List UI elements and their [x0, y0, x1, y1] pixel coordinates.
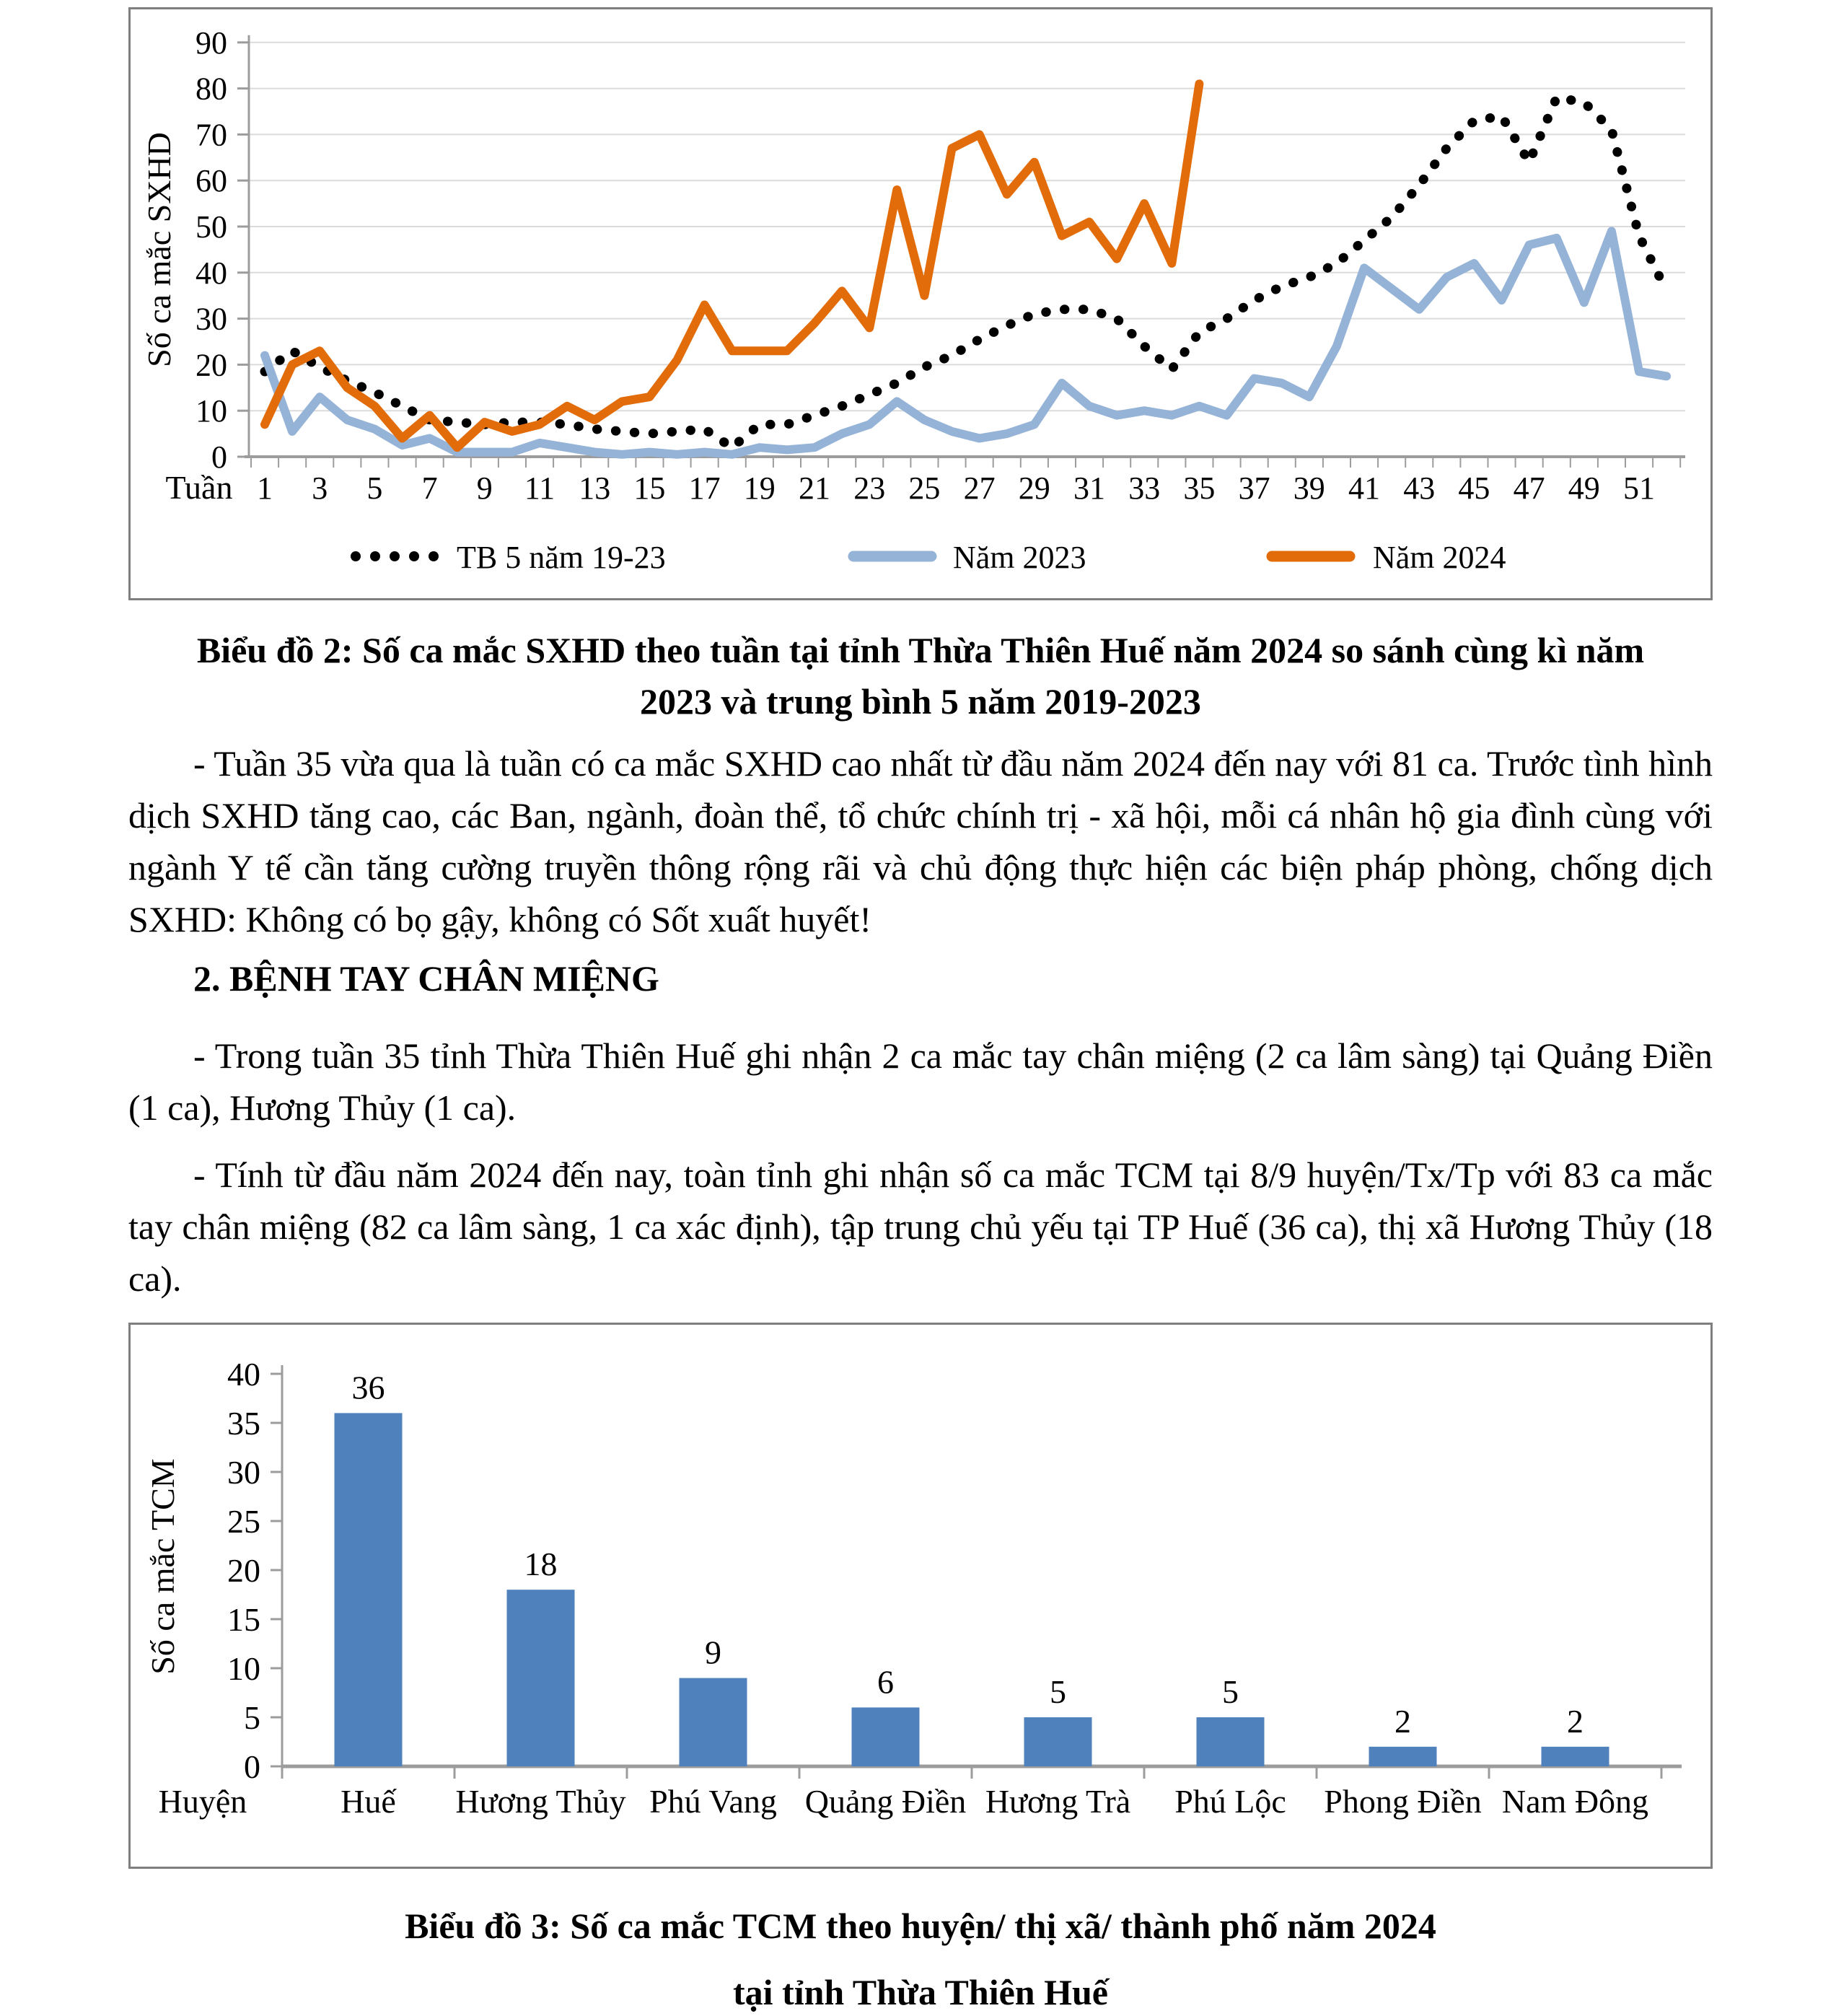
bar-phú-vang: [680, 1678, 747, 1766]
x-tick-label: 5: [366, 470, 383, 506]
series-năm-2023: [265, 231, 1666, 454]
x-tick-label: 33: [1128, 470, 1161, 506]
y-tick-label: 0: [244, 1748, 260, 1785]
y-tick-label: 80: [196, 71, 227, 107]
x-tick-label: 21: [799, 470, 830, 506]
x-tick-label: 39: [1293, 470, 1325, 506]
x-tick-label: 7: [421, 470, 438, 506]
y-tick-label: 10: [227, 1650, 260, 1687]
bar-phú-lộc: [1197, 1717, 1265, 1766]
x-tick-label: 51: [1623, 470, 1655, 506]
category-label: Phú Vang: [649, 1783, 777, 1820]
chart2-caption-line2: 2023 và trung bình 5 năm 2019-2023: [640, 681, 1201, 722]
y-tick-label: 30: [227, 1454, 260, 1491]
y-tick-label: 5: [244, 1699, 260, 1736]
tcm-bar-chart-svg: [131, 1325, 1710, 1867]
y-tick-label: 20: [196, 347, 227, 383]
bar-phong-điền: [1369, 1747, 1437, 1766]
x-tick-label: 17: [688, 470, 721, 506]
y-tick-label: 70: [196, 117, 227, 153]
y-tick-label: 0: [211, 439, 227, 475]
legend-dotted-sample: [370, 551, 380, 561]
legend-dotted-sample: [429, 551, 439, 561]
category-label: Quảng Điền: [804, 1783, 967, 1820]
x-tick-label: 15: [633, 470, 666, 506]
bar-quảng-điền: [852, 1707, 920, 1766]
y-tick-label: 20: [227, 1552, 260, 1589]
bar-hương-thủy: [507, 1590, 575, 1766]
x-tick-label: 3: [312, 470, 328, 506]
paragraph-tcm-week35: - Trong tuần 35 tỉnh Thừa Thiên Huế ghi nhận 2 ca mắc tay chân miệng (2 ca lâm sàng) tại Quảng Điền (1 ca), Hương Thủy (1 ca).: [128, 1035, 1713, 1128]
bar-value-label: 36: [351, 1369, 385, 1406]
bar-value-label: 5: [1222, 1673, 1239, 1710]
y-tick-label: 50: [196, 209, 227, 245]
chart2-caption: [128, 625, 1713, 727]
bar-huế: [335, 1413, 403, 1766]
x-tick-label: 13: [579, 470, 611, 506]
legend-dotted-sample: [390, 551, 400, 561]
y-tick-label: 90: [196, 25, 227, 61]
section-heading-tcm: 2. BỆNH TAY CHÂN MIỆNG: [193, 958, 659, 999]
x-tick-label: 31: [1073, 470, 1105, 506]
x-tick-label: 11: [524, 470, 555, 506]
paragraph-tcm-ytd: - Tính từ đầu năm 2024 đến nay, toàn tỉnh ghi nhận số ca mắc TCM tại 8/9 huyện/Tx/Tp với 83 ca mắc tay chân miệng (82 ca lâm sàng, 1 ca xác định), tập trung chủ yếu tại TP Huế (36 ca), thị xã Hương Thủy (18 ca).: [128, 1154, 1713, 1299]
sxhd-line-chart-svg: [131, 9, 1710, 598]
y-tick-label: 40: [227, 1356, 260, 1393]
x-axis-title: Huyện: [158, 1783, 247, 1820]
bar-value-label: 6: [877, 1663, 894, 1701]
y-tick-label: 10: [196, 393, 227, 429]
x-tick-label: 19: [743, 470, 776, 506]
bar-value-label: 9: [705, 1634, 721, 1671]
paragraph-sxhd-summary: - Tuần 35 vừa qua là tuần có ca mắc SXHD cao nhất từ đầu năm 2024 đến nay với 81 ca. Trước tình hình dịch SXHD tăng cao, các Ban, ngành, đoàn thể, tổ chức chính trị - xã hội, mỗi cá nhân hộ gia đình cùng với ngành Y tế cần tăng cường truyền thông rộng rãi và chủ động thực hiện các biện pháp phòng, chống dịch SXHD: Không có bọ gậy, không có Sốt xuất huyết!: [128, 743, 1713, 939]
bar-hương-trà: [1024, 1717, 1092, 1766]
chart3-caption: [128, 1893, 1713, 2016]
tcm-district-bar-chart-frame: [128, 1323, 1713, 1869]
x-tick-label: 43: [1403, 470, 1436, 506]
legend-label: TB 5 năm 19-23: [457, 540, 666, 575]
x-axis-title: Tuần: [165, 469, 233, 506]
sxhd-weekly-line-chart-frame: [128, 7, 1713, 600]
bar-value-label: 5: [1050, 1673, 1066, 1710]
sxhd-line-chart: [131, 9, 1710, 598]
y-tick-label: 25: [227, 1503, 260, 1540]
x-tick-label: 47: [1513, 470, 1545, 506]
legend-label: Năm 2023: [953, 540, 1086, 575]
x-tick-label: 29: [1018, 470, 1050, 506]
x-tick-label: 9: [476, 470, 493, 506]
chart3-caption-line1: Biểu đồ 3: Số ca mắc TCM theo huyện/ thị xã/ thành phố năm 2024: [405, 1906, 1436, 1946]
bar-nam-đông: [1542, 1747, 1609, 1766]
bar-value-label: 2: [1567, 1702, 1584, 1740]
x-tick-label: 41: [1348, 470, 1380, 506]
x-tick-label: 1: [257, 470, 273, 506]
y-axis-title: Số ca mắc TCM: [144, 1458, 181, 1675]
y-axis-title: Số ca mắc SXHD: [141, 132, 177, 367]
category-label: Phú Lộc: [1174, 1783, 1286, 1820]
y-tick-label: 40: [196, 255, 227, 291]
x-tick-label: 37: [1238, 470, 1270, 506]
category-label: Huế: [341, 1783, 396, 1820]
y-tick-label: 30: [196, 301, 227, 337]
y-tick-label: 60: [196, 163, 227, 199]
bar-value-label: 2: [1394, 1702, 1411, 1740]
x-tick-label: 25: [908, 470, 941, 506]
category-label: Phong Điền: [1324, 1783, 1482, 1820]
x-tick-label: 27: [963, 470, 996, 506]
y-tick-label: 15: [227, 1601, 260, 1638]
legend-dotted-sample: [409, 551, 419, 561]
x-tick-label: 35: [1183, 470, 1216, 506]
legend-dotted-sample: [351, 551, 361, 561]
category-label: Hương Trà: [985, 1783, 1131, 1820]
chart2-caption-line1: Biểu đồ 2: Số ca mắc SXHD theo tuần tại tỉnh Thừa Thiên Huế năm 2024 so sánh cùng kì năm: [196, 630, 1645, 670]
category-label: Nam Đông: [1501, 1783, 1649, 1820]
bar-value-label: 18: [524, 1546, 558, 1583]
x-tick-label: 49: [1568, 470, 1600, 506]
legend-label: Năm 2024: [1373, 540, 1506, 575]
chart3-caption-line2: tại tỉnh Thừa Thiên Huế: [733, 1972, 1108, 2012]
y-tick-label: 35: [227, 1405, 260, 1442]
x-tick-label: 23: [853, 470, 886, 506]
category-label: Hương Thủy: [455, 1783, 626, 1820]
tcm-bar-chart: [131, 1325, 1710, 1867]
x-tick-label: 45: [1458, 470, 1490, 506]
